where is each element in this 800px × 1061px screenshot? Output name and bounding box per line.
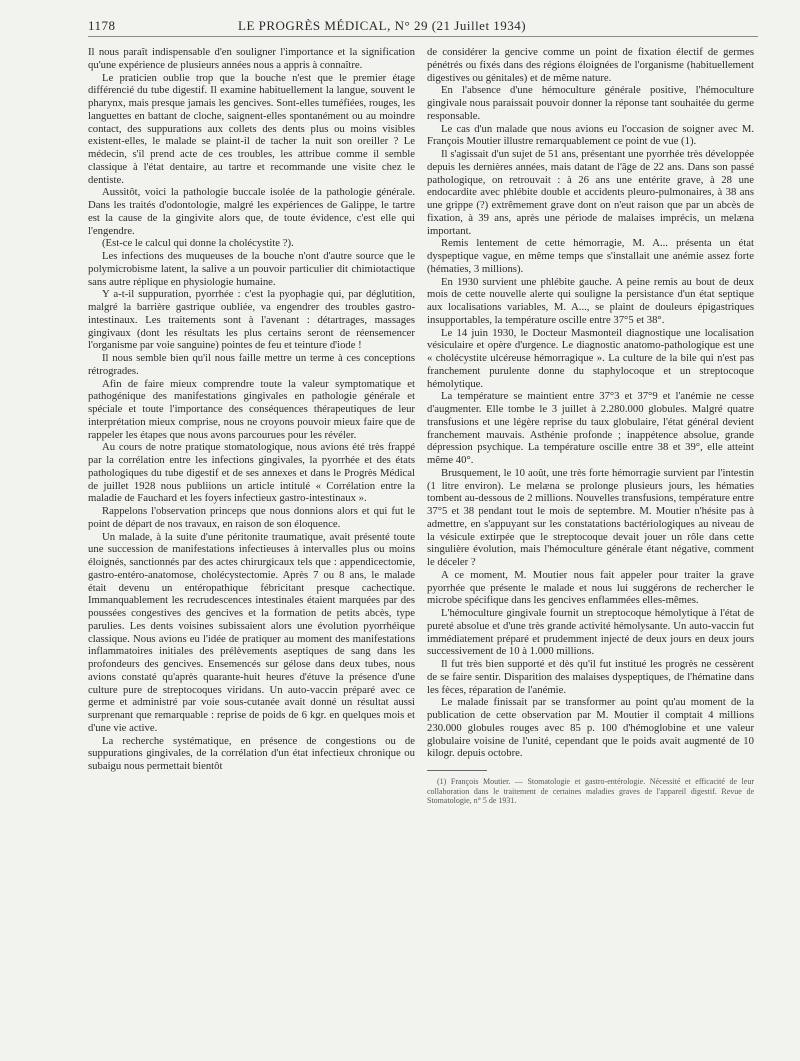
paragraph: de considérer la gencive comme un point de fixation électif de germes pénétrés ou fixés dans des régions éloignées de l'organisme (habituellement digestives ou génitales) et de même nature. (427, 46, 754, 84)
paragraph: Il nous semble bien qu'il nous faille mettre un terme à ces conceptions rétrogrades. (88, 352, 415, 377)
paragraph: Au cours de notre pratique stomatologique, nous avions été très frappé par la corrélation entre les infections gingivales, la pyorrhée et des états pathologiques du tube digestif et de ses annexes et dans le Progrès Médical de juillet 1928 nous publiions un article intitulé « Corrélation entre la maladie de Fauchard et les foyers infectieux gastro-intestinaux ». (88, 441, 415, 505)
paragraph: Il s'agissait d'un sujet de 51 ans, présentant une pyorrhée très développée depuis les dernières années, mais datant de l'âge de 22 ans. Dans son passé pathologique, on retrouvait : à 26 ans une entérite grave, à 28 une endocardite avec phlébite double et accidents pleuro-pulmonaires, à 38 ans une grippe (?) extrêmement grave dont on n'eut raison que par un abcès de fixation, à 39 ans, après une période de malaises imprécis, un melæna important. (427, 148, 754, 237)
footnote-rule (427, 770, 487, 771)
paragraph: Le cas d'un malade que nous avions eu l'occasion de soigner avec M. François Moutier illustre remarquablement ce point de vue (1). (427, 122, 754, 148)
left-text-column (88, 46, 415, 773)
paragraph: Le malade finissait par se transformer au point qu'au moment de la publication de cette observation par M. Moutier il comptait 4 millions 230.000 globules rouges avec 85 p. 100 d'hémoglobine et une valeur globulaire voisine de l'unité, cependant que le poids avait augmenté de 10 kilogr. depuis octobre. (427, 696, 754, 760)
page-number: 1178 (88, 18, 116, 33)
paragraph: Afin de faire mieux comprendre toute la valeur symptomatique et pathogénique des manifestations gingivales en pathologie générale et spéciale et toute l'importance des conséquences thérapeutiques de leur interprétation mieux comprise, nous ne croyons pouvoir mieux faire que de rappeler les étapes que nous avons parcourues pour les révéler. (88, 377, 415, 441)
paragraph: Le praticien oublie trop que la bouche n'est que le premier étage différencié du tube digestif. Il examine habituellement la langue, souvent le pharynx, mais presque jamais les gencives. Sont-elles tuméfiées, rouges, les languettes en battant de cloche, saignent-elles spontanément ou au moindre contact, des suppurations aux collets des dents plus ou moins visibles existent-elles, le malade se plaint-il de tacher la nuit son oreiller ? Le médecin, s'il prend acte de ces troubles, les attribue comme il semble classique à l'état dentaire, au tartre et recommande une visite chez le dentiste. (88, 71, 415, 186)
paragraph: Rappelons l'observation princeps que nous donnions alors et qui fut le point de départ de nos travaux, en raison de son éloquence. (88, 505, 415, 530)
journal-title: LE PROGRÈS MÉDICAL, N° 29 (21 Juillet 1934) (238, 18, 527, 33)
paragraph: Il fut très bien supporté et dès qu'il fut institué les progrès ne cessèrent de se faire sentir. Disparition des malaises dyspeptiques, de l'hématine dans les fèces, réparation de l'anémie. (427, 658, 754, 696)
paragraph: (Est-ce le calcul qui donne la cholécystite ?). (102, 237, 294, 250)
paragraph: Un malade, à la suite d'une péritonite traumatique, avait présenté toute une succession de manifestations infectieuses à intervalles plus ou moins éloignés, sanctionnés par des actes chirurgicaux tels que : appendicectomie, gastro-entéro-anatomose, cholécystectomie. Après 7 ou 8 ans, le malade était devenu un entéropathique fébricitant presque cachectique. Immanquablement les recrudescences intestinales étaient marquées par des poussées congestives des gencives et la formation de petits abcès, type parulies. Les dents voisines subissaient alors une évolution pyorrhéique classique. Nous avions eu l'idée de pratiquer au moment des manifestations inflammatoires initiales des prélèvements aseptiques de sang dans les profondeurs des gencives. Ensemencés sur gélose dans deux tubes, nous avions constaté qu'après quarante-huit heures d'étuve la présence d'une culture pure de streptocoques viridans. Un auto-vaccin préparé avec ce germe et administré par voie sous-cutanée avait donné un résultat aussi surprenant que remarquable : reprise de poids de 6 kgr. en quelques mois et d'une vie active. (88, 530, 415, 734)
paragraph: Remis lentement de cette hémorragie, M. A... présenta un état dyspeptique vague, en même temps que s'installait une anémie assez forte (hématies, 3 millions). (427, 237, 754, 275)
footnote-text: (1) François Moutier. — Stomatologie et gastro-entérologie. Nécessité et efficacité de leur collaboration dans le traitement de certaines maladies graves de l'appareil digestif. Revue de Stomatologie, n° 5 de 1931. (427, 777, 754, 806)
page-header (88, 16, 758, 37)
paragraph: Y a-t-il suppuration, pyorrhée : c'est la pyophagie qui, par déglutition, malgré la barrière gastrique oubliée, va engendrer des troubles gastro-intestinaux. Les traitements sont à l'avenant : détartrages, massages gingivaux (dont les résultats les plus certains seront de réensemencer l'organisme par voie sanguine) pointes de feu et teinture d'iode ! (88, 288, 415, 352)
paragraph: L'hémoculture gingivale fournit un streptocoque hémolytique à l'état de pureté absolue et d'une très grande activité hémolysante. Un auto-vaccin fut immédiatement préparé et prudemment injecté de deux jours en deux jours successivement de 10 à 1.000 millions. (427, 607, 754, 658)
paragraph: Le 14 juin 1930, le Docteur Masmonteil diagnostique une localisation vésiculaire et opère d'urgence. Le diagnostic anatomo-pathologique est une « cholécystite ulcéreuse hémorragique ». La culture de la bile qui n'est pas franchement purulente donne du staphylocoque et un streptocoque hémolytique. (427, 326, 754, 390)
paragraph: En l'absence d'une hémoculture générale positive, l'hémoculture gingivale nous paraissait pouvoir donner la réponse tant souhaitée du germe responsable. (427, 84, 754, 122)
paragraph: A ce moment, M. Moutier nous fait appeler pour traiter la grave pyorrhée que présente le malade et nous lui suggérons de rechercher le microbe spécifique dans les gencives enflammées elles-mêmes. (427, 568, 754, 607)
paragraph: La recherche systématique, en présence de congestions ou de suppurations gingivales, de la corrélation d'un état infectieux chronique ou subaigu nous permettait bientôt (88, 734, 415, 772)
paragraph: En 1930 survient une phlébite gauche. A peine remis au bout de deux mois de cette nouvelle alerte qui souligne la persistance d'un état septique aux localisations variables, M. A..., se plaint de douleurs épigastriques insupportables, la température oscille entre 37°5 et 38°. (427, 275, 754, 326)
right-text-column (427, 46, 754, 806)
footnote (427, 777, 754, 806)
paragraph: Les infections des muqueuses de la bouche n'ont d'autre source que le polymicrobisme latent, la salive a un pouvoir particulier dit chimiotactique sans autre réplique en physiologie humaine. (88, 250, 415, 288)
paragraph: Brusquement, le 10 août, une très forte hémorragie survient par l'intestin (1 litre environ). Le melæna se prolonge plusieurs jours, les hématies tombent au-dessous de 2 millions. Nouvelles transfusions, température entre 37°5 et 38 pendant tout le mois de septembre. M. Moutier n'hésite pas à admettre, en s'appuyant sur les constatations bactériologiques au niveau de la vésicule extirpée que le streptocoque devait jouer un rôle dans cette singulière évolution, mais l'hémoculture générale étant négative, comment le déceler ? (427, 466, 754, 568)
paragraph: Il nous paraît indispensable d'en souligner l'importance et la signification qu'une expérience de plusieurs années nous a appris à connaître. (88, 46, 415, 71)
paragraph: La température se maintient entre 37°3 et 37°9 et l'anémie ne cesse d'augmenter. Elle tombe le 3 juillet à 2.280.000 globules. Malgré quatre transfusions et une légère reprise du taux globulaire, l'état général devient franchement mauvais. Asthénie profonde ; inappétence absolue, grande dépression psychique. La température oscille entre 38 et 39°, elle atteint même 40°. (427, 390, 754, 466)
paragraph: Aussitôt, voici la pathologie buccale isolée de la pathologie générale. Dans les traités d'odontologie, malgré les expériences de Galippe, le tartre est la cause de la gingivite alors que, de toute évidence, c'est elle qui l'engendre. (88, 186, 415, 237)
right-paragraphs (427, 46, 754, 760)
